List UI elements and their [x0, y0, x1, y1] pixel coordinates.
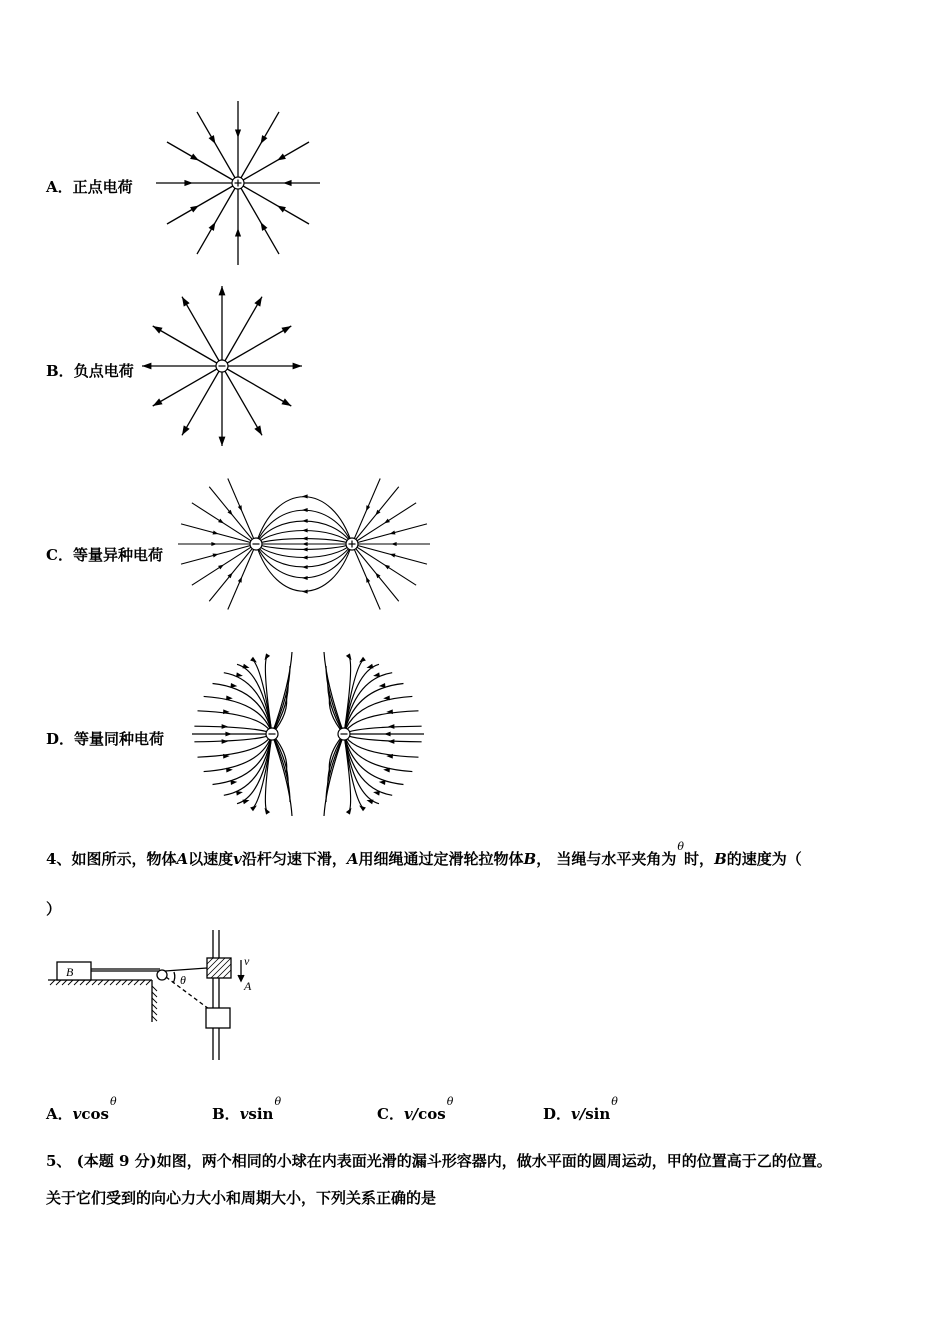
q4-option-c-sup: θ	[446, 1095, 454, 1108]
q4-option-b	[212, 1095, 282, 1124]
q4-var-b: B	[523, 850, 537, 868]
option-b-letter: B．	[46, 362, 74, 380]
q4-option-d-rest: sin	[585, 1105, 611, 1123]
pulley-label-a: A	[244, 979, 252, 993]
option-d-text: 等量同种电荷	[74, 730, 165, 748]
q4-var-b: B	[714, 850, 727, 868]
q4-option-b-letter: B．	[212, 1105, 240, 1123]
option-c-text: 等量异种电荷	[72, 546, 163, 564]
q4-option-d-letter: D．	[543, 1105, 572, 1123]
pulley-label-v: v	[244, 954, 250, 968]
q4-option-d-sup: θ	[611, 1095, 618, 1108]
option-a-letter: A．	[46, 178, 73, 196]
q4-option-c-main: v/	[403, 1105, 419, 1123]
option-b-text: 负点电荷	[73, 362, 134, 380]
q4-option-a-main: v	[72, 1105, 82, 1123]
pulley-label-theta: θ	[180, 973, 186, 987]
q4-option-a-sup: θ	[109, 1095, 117, 1108]
question-5-line-1: 5、 (本题 9 分)如图，两个相同的小球在内表面光滑的漏斗形容器内，做水平面的圆周运动，甲的位置高于乙的位置。	[46, 1152, 832, 1170]
q4-number: 4、	[46, 850, 72, 868]
option-d-letter: D．	[46, 730, 75, 748]
q4-option-a-letter: A．	[46, 1105, 73, 1123]
q4-theta: θ	[677, 840, 685, 853]
option-a-text: 正点电荷	[72, 178, 133, 196]
q4-text: 沿杆匀速下滑，	[241, 850, 347, 868]
q4-var-a: A	[346, 850, 359, 868]
q4-option-b-rest: sin	[248, 1105, 274, 1123]
question-5-line-2: 关于它们受到的向心力大小和周期大小，下列关系正确的是	[46, 1189, 437, 1207]
q4-option-c-rest: cos	[418, 1105, 446, 1123]
q4-option-b-sup: θ	[274, 1095, 282, 1108]
q4-text: 如图所示，物体	[71, 850, 177, 868]
q4-option-c	[377, 1095, 454, 1124]
q4-var-a: A	[176, 850, 189, 868]
q4-option-a	[46, 1095, 117, 1124]
q4-text: 用细绳通过定滑轮拉物体	[358, 850, 524, 868]
option-c-letter: C．	[46, 546, 73, 564]
q4-text: 以速度	[188, 850, 234, 868]
q4-text: 时，	[684, 850, 715, 868]
q4-option-d-main: v/	[571, 1105, 586, 1123]
pulley-label-b: B	[66, 965, 74, 979]
q4-option-d	[543, 1095, 618, 1124]
q4-option-c-letter: C．	[377, 1105, 404, 1123]
q4-option-a-rest: cos	[81, 1105, 109, 1123]
q4-var-v: v	[233, 850, 242, 868]
q4-option-b-main: v	[239, 1105, 249, 1123]
question-4-close: ）	[46, 900, 62, 918]
q4-text: ， 当绳与水平夹角为	[536, 850, 677, 868]
q4-text: 的速度为（	[726, 850, 802, 868]
